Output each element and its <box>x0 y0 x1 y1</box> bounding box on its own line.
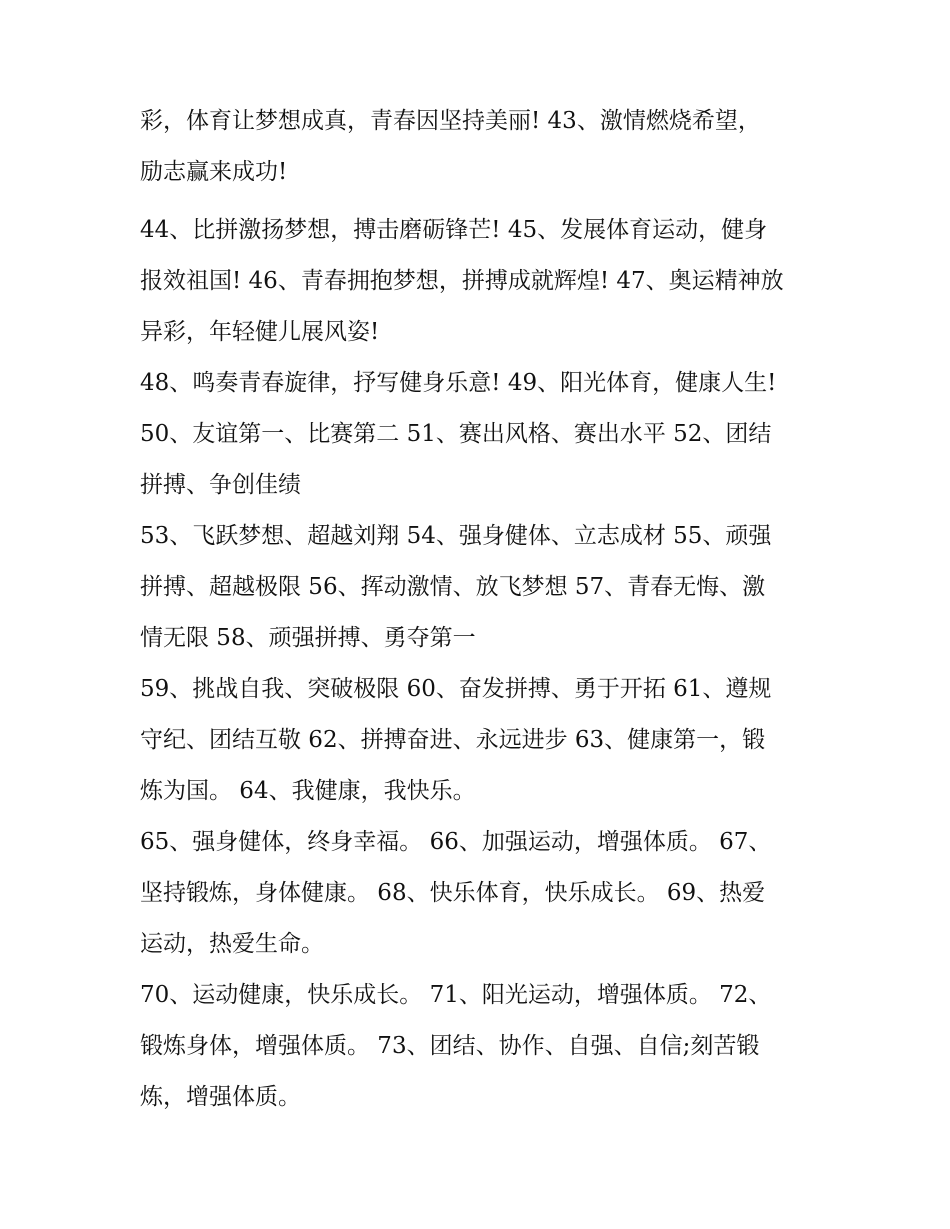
text-line: 50、友谊第一、比赛第二 51、赛出风格、赛出水平 52、团结 <box>140 421 772 447</box>
text-line: 彩，体育让梦想成真，青春因坚持美丽! 43、激情燃烧希望， <box>140 108 761 134</box>
text-line: 59、挑战自我、突破极限 60、奋发拼搏、勇于开拓 61、遵规 <box>140 676 772 702</box>
text-line: 70、运动健康，快乐成长。 71、阳光运动，增强体质。 72、 <box>140 982 772 1008</box>
text-line: 守纪、团结互敬 62、拼搏奋进、永远进步 63、健康第一，锻 <box>140 727 766 753</box>
text-line: 53、飞跃梦想、超越刘翔 54、强身健体、立志成材 55、顽强 <box>140 523 772 549</box>
text-line: 情无限 58、顽强拼搏、勇夺第一 <box>140 625 476 651</box>
text-line: 运动，热爱生命。 <box>140 931 324 957</box>
text-line: 报效祖国! 46、青春拥抱梦想，拼搏成就辉煌! 47、奥运精神放 <box>140 268 784 294</box>
text-line: 44、比拼激扬梦想，搏击磨砺锋芒! 45、发展体育运动，健身 <box>140 217 768 243</box>
text-line: 炼，增强体质。 <box>140 1084 301 1110</box>
text-line: 炼为国。 64、我健康，我快乐。 <box>140 778 476 804</box>
text-line: 异彩，年轻健儿展风姿! <box>140 319 380 345</box>
text-line: 锻炼身体，增强体质。 73、团结、协作、自强、自信;刻苦锻 <box>140 1033 760 1059</box>
text-line: 励志赢来成功! <box>140 159 288 185</box>
text-line: 65、强身健体，终身幸福。 66、加强运动，增强体质。 67、 <box>140 829 772 855</box>
text-line: 拼搏、争创佳绩 <box>140 472 301 498</box>
text-line: 48、鸣奏青春旋律，抒写健身乐意! 49、阳光体育，健康人生! <box>140 370 777 396</box>
text-line: 拼搏、超越极限 56、挥动激情、放飞梦想 57、青春无悔、激 <box>140 574 766 600</box>
text-line: 坚持锻炼，身体健康。 68、快乐体育，快乐成长。 69、热爱 <box>140 880 766 906</box>
